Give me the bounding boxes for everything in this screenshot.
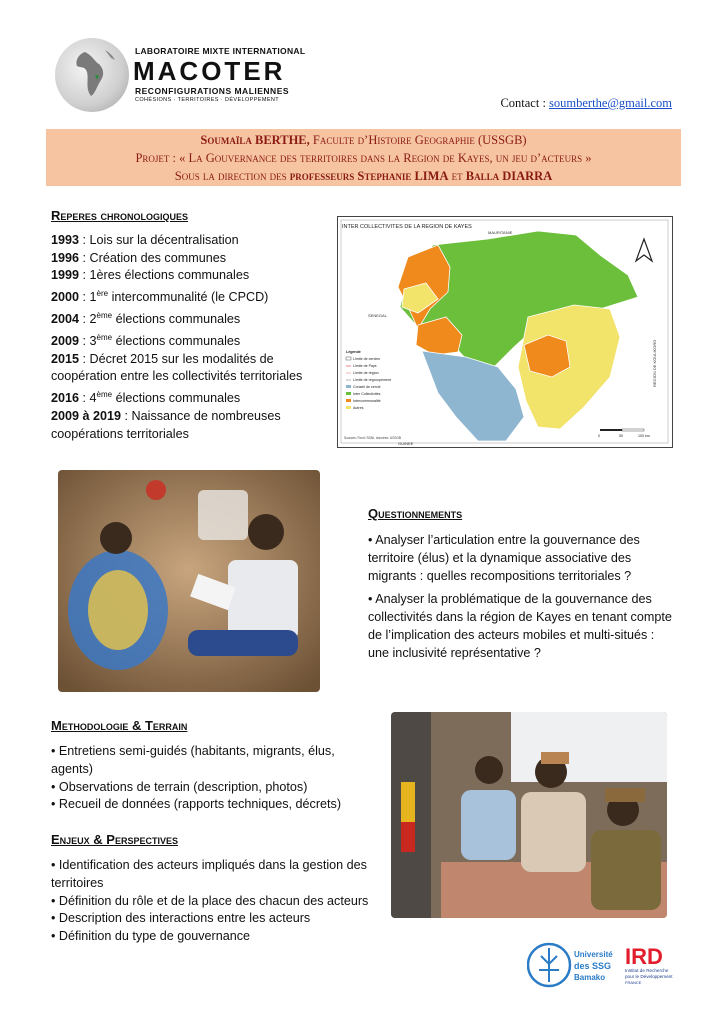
kayes-region-map bbox=[337, 216, 673, 448]
usshg-logo bbox=[527, 940, 617, 990]
svg-text:Limite de cercles: Limite de cercles bbox=[353, 357, 380, 361]
svg-text:Autres: Autres bbox=[353, 406, 364, 410]
supervisor-1: professeurs Stephanie LIMA bbox=[289, 169, 449, 183]
list-item: • Définition du type de gouvernance bbox=[51, 929, 251, 944]
list-item: • Analyser la problématique de la gouvernance des collectivités dans la région de Kayes en tenant compte de l’implication des acteurs mobiles et multi-situés : une inclusivité représentative ? bbox=[368, 592, 672, 660]
usshg-line-2: des SSG bbox=[574, 961, 612, 971]
svg-text:0: 0 bbox=[598, 434, 600, 438]
svg-text:Conseil de cercle: Conseil de cercle bbox=[353, 385, 381, 389]
svg-text:Sources: Fond: SDNI, données:: Sources: Fond: SDNI, données: USSGB bbox=[344, 436, 402, 440]
title-band bbox=[46, 129, 681, 186]
list-item: • Définition du rôle et de la place des chacun des acteurs bbox=[51, 893, 369, 908]
ird-line-2: pour le Développement bbox=[625, 974, 673, 979]
contact-label: Contact : bbox=[500, 96, 550, 110]
usshg-line-1: Université bbox=[574, 950, 613, 959]
title-line-1 bbox=[46, 131, 681, 149]
svg-text:Intercommunalité: Intercommunalité bbox=[353, 399, 381, 403]
svg-text:MAURITANIE: MAURITANIE bbox=[488, 230, 513, 235]
enjeux-list bbox=[51, 857, 369, 946]
svg-text:Inter Collectivités: Inter Collectivités bbox=[353, 392, 381, 396]
list-item: 2015 : Décret 2015 sur les modalités de coopération entre les collectivités territoriales bbox=[51, 351, 303, 384]
method-heading: Methodologie & Terrain bbox=[51, 718, 188, 733]
north-arrow-icon bbox=[636, 239, 652, 261]
enjeux-heading: Enjeux & Perspectives bbox=[51, 832, 178, 847]
list-item: 2000 : 1ère intercommunalité (le CPCD) bbox=[51, 289, 269, 305]
map-region-blue bbox=[422, 351, 524, 441]
list-item: 2009 à 2019 : Naissance de nombreuses coopérations territoriales bbox=[51, 409, 281, 441]
logo-title: MACOTER bbox=[133, 56, 286, 86]
supervisors-line bbox=[46, 167, 681, 185]
list-item: • Analyser l’articulation entre la gouvernance des territoire (élus) et la dynamique associative des migrants : quelles recompositions territoriales ? bbox=[368, 533, 640, 583]
list-item: • Identification des acteurs impliqués dans la gestion des territoires bbox=[51, 858, 367, 890]
macoter-logo bbox=[55, 38, 306, 110]
svg-text:Limite de Pays: Limite de Pays bbox=[353, 364, 377, 368]
list-item: 2004 : 2ème élections communales bbox=[51, 311, 241, 327]
list-item: • Observations de terrain (description, photos) bbox=[51, 779, 308, 794]
usshg-line-3: Bamako bbox=[574, 973, 606, 982]
field-interview-photo bbox=[58, 470, 320, 692]
ird-wordmark: IRD bbox=[625, 944, 663, 969]
globe-icon bbox=[55, 38, 129, 112]
supervisors-mid: et bbox=[448, 169, 466, 183]
ird-line-3: FRANCE bbox=[625, 980, 642, 985]
logo-tagline: COHÉSIONS · TERRITOIRES · DÉVELOPPEMENT bbox=[135, 97, 280, 103]
questions-heading: Questionnements bbox=[368, 506, 463, 521]
chronology-heading: Reperes chronologiques bbox=[51, 208, 189, 223]
list-item: 1993 : Lois sur la décentralisation bbox=[51, 233, 239, 247]
list-item: • Recueil de données (rapports techniques, décrets) bbox=[51, 797, 342, 812]
logo-subtitle: RECONFIGURATIONS MALIENNES bbox=[135, 86, 290, 96]
svg-text:SENEGAL: SENEGAL bbox=[368, 313, 387, 318]
questions-list bbox=[368, 532, 674, 669]
supervisor-2: Balla DIARRA bbox=[465, 169, 553, 183]
list-item: • Description des interactions entre les acteurs bbox=[51, 911, 311, 926]
map-scale-bar bbox=[598, 429, 650, 438]
faculty-name: Faculte d’Histoire Geographie (USSGB) bbox=[309, 133, 527, 147]
svg-text:Limite de région: Limite de région bbox=[353, 371, 379, 375]
svg-text:100 km: 100 km bbox=[638, 434, 650, 438]
map-title: INTER COLLECTIVITES DE LA REGION DE KAYES bbox=[342, 224, 472, 230]
contact-line bbox=[500, 96, 672, 111]
svg-text:50: 50 bbox=[619, 434, 623, 438]
map-legend bbox=[346, 350, 391, 410]
contact-email-link[interactable]: soumberthe@gmail.com bbox=[549, 96, 672, 110]
svg-text:REGION DE KOULIKORO: REGION DE KOULIKORO bbox=[652, 339, 657, 387]
lab-label: LABORATOIRE MIXTE INTERNATIONAL bbox=[135, 46, 306, 56]
svg-text:Limite de regroupement: Limite de regroupement bbox=[353, 378, 391, 382]
list-item: 2009 : 3ème élections communales bbox=[51, 332, 241, 349]
ird-logo bbox=[623, 940, 685, 990]
list-item: • Entretiens semi-guidés (habitants, migrants, élus, agents) bbox=[51, 744, 335, 776]
author-name: Soumaïla BERTHE, bbox=[200, 133, 310, 147]
project-title bbox=[46, 149, 681, 167]
meeting-photo bbox=[391, 712, 667, 918]
svg-text:GUINEE: GUINEE bbox=[398, 441, 414, 446]
method-list bbox=[51, 743, 369, 814]
ird-line-1: Institut de Recherche bbox=[625, 968, 669, 973]
svg-text:Légende: Légende bbox=[346, 350, 361, 354]
list-item: 2016 : 4ème élections communales bbox=[51, 390, 241, 406]
list-item: 1996 : Création des communes bbox=[51, 250, 227, 265]
chronology-list bbox=[51, 232, 321, 443]
list-item: 1999 : 1ères élections communales bbox=[51, 268, 250, 283]
supervisors-pre: Sous la direction des bbox=[174, 169, 290, 183]
project-title-text: Projet : « La Gouvernance des territoires dans la Region de Kayes, un jeu d’acteurs » bbox=[135, 151, 592, 165]
